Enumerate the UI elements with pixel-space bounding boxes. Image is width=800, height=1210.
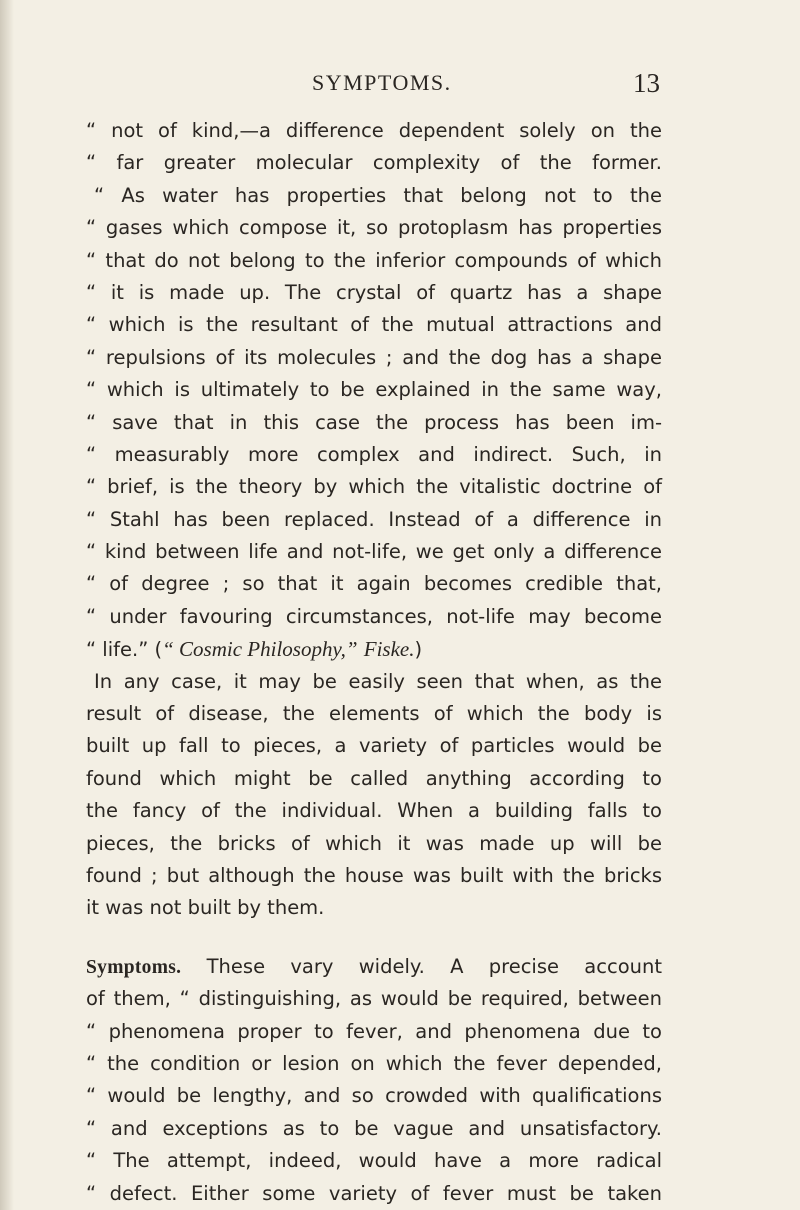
text-line: “ would be lengthy, and so crowded with qualifications [86,1084,662,1108]
text-line: the fancy of the individual. When a building falls to [86,799,662,823]
text-line: “ The attempt, indeed, would have a more radical [86,1149,662,1173]
page-number: 13 [633,68,660,98]
citation-work: “ Cosmic Philosophy,” [162,637,358,662]
text-line: “ which is the resultant of the mutual attractions and [86,313,662,337]
body-text [86,115,662,1210]
text-line: “ and exceptions as to be vague and unsatisfactory. [86,1116,662,1140]
section-heading: Symptoms. [86,956,182,978]
text-line: found which might be called anything according to [86,766,662,790]
disease-paragraph [86,666,662,925]
text-line: “ gases which compose it, so protoplasm has properties [86,216,662,240]
text-line: pieces, the bricks of which it was made up will be [86,831,662,855]
text-line: found ; but although the house was built with the bricks [86,863,662,887]
citation-lead: “ life.” ( [86,638,163,662]
text-line: “ kind between life and not-life, we get only a difference [86,540,662,564]
text-line: “ As water has properties that belong not to the [94,183,662,207]
text-line: built up fall to pieces, a variety of particles would be [86,734,662,758]
citation-line [86,633,662,665]
text-line: it was not built by them. [86,896,325,920]
paragraph-gap [86,925,662,951]
section-first-line [86,951,662,983]
text-line: result of disease, the elements of which the body is [86,702,662,726]
text-line: “ that do not belong to the inferior compounds of which [86,248,662,272]
text-line: “ repulsions of its molecules ; and the dog has a shape [86,345,662,369]
text-line: “ defect. Either some variety of fever must be taken [86,1181,662,1205]
text-line: “ Stahl has been replaced. Instead of a difference in [86,507,662,531]
text-line: “ measurably more complex and indirect. Such, in [86,442,662,466]
text-line: “ it is made up. The crystal of quartz has a shape [86,280,662,304]
text-line: “ under favouring circumstances, not-life may become [86,604,662,628]
text-line: “ save that in this case the process has been im- [86,410,662,434]
quoted-paragraph [86,115,662,666]
citation-author: Fiske. [363,637,415,662]
text-line: “ of degree ; so that it again becomes credible that, [86,572,662,596]
text-line: “ brief, is the theory by which the vitalistic doctrine of [86,475,662,499]
text-line: of them, “ distinguishing, as would be required, between [86,987,662,1011]
section-first-line-text: These vary widely. A precise account [206,954,662,978]
text-line: In any case, it may be easily seen that when, as the [94,669,662,693]
running-head: SYMPTOMS. [312,70,452,95]
citation-close: ) [414,638,423,662]
text-line: “ far greater molecular complexity of the former. [86,151,662,175]
page-header [0,70,800,102]
text-line: “ phenomena proper to fever, and phenomena due to [86,1019,662,1043]
text-line: “ not of kind,—a difference dependent solely on the [86,119,662,142]
text-line: “ which is ultimately to be explained in the same way, [86,378,662,402]
text-line: “ the condition or lesion on which the fever depended, [86,1051,662,1075]
symptoms-paragraph [86,951,662,1210]
